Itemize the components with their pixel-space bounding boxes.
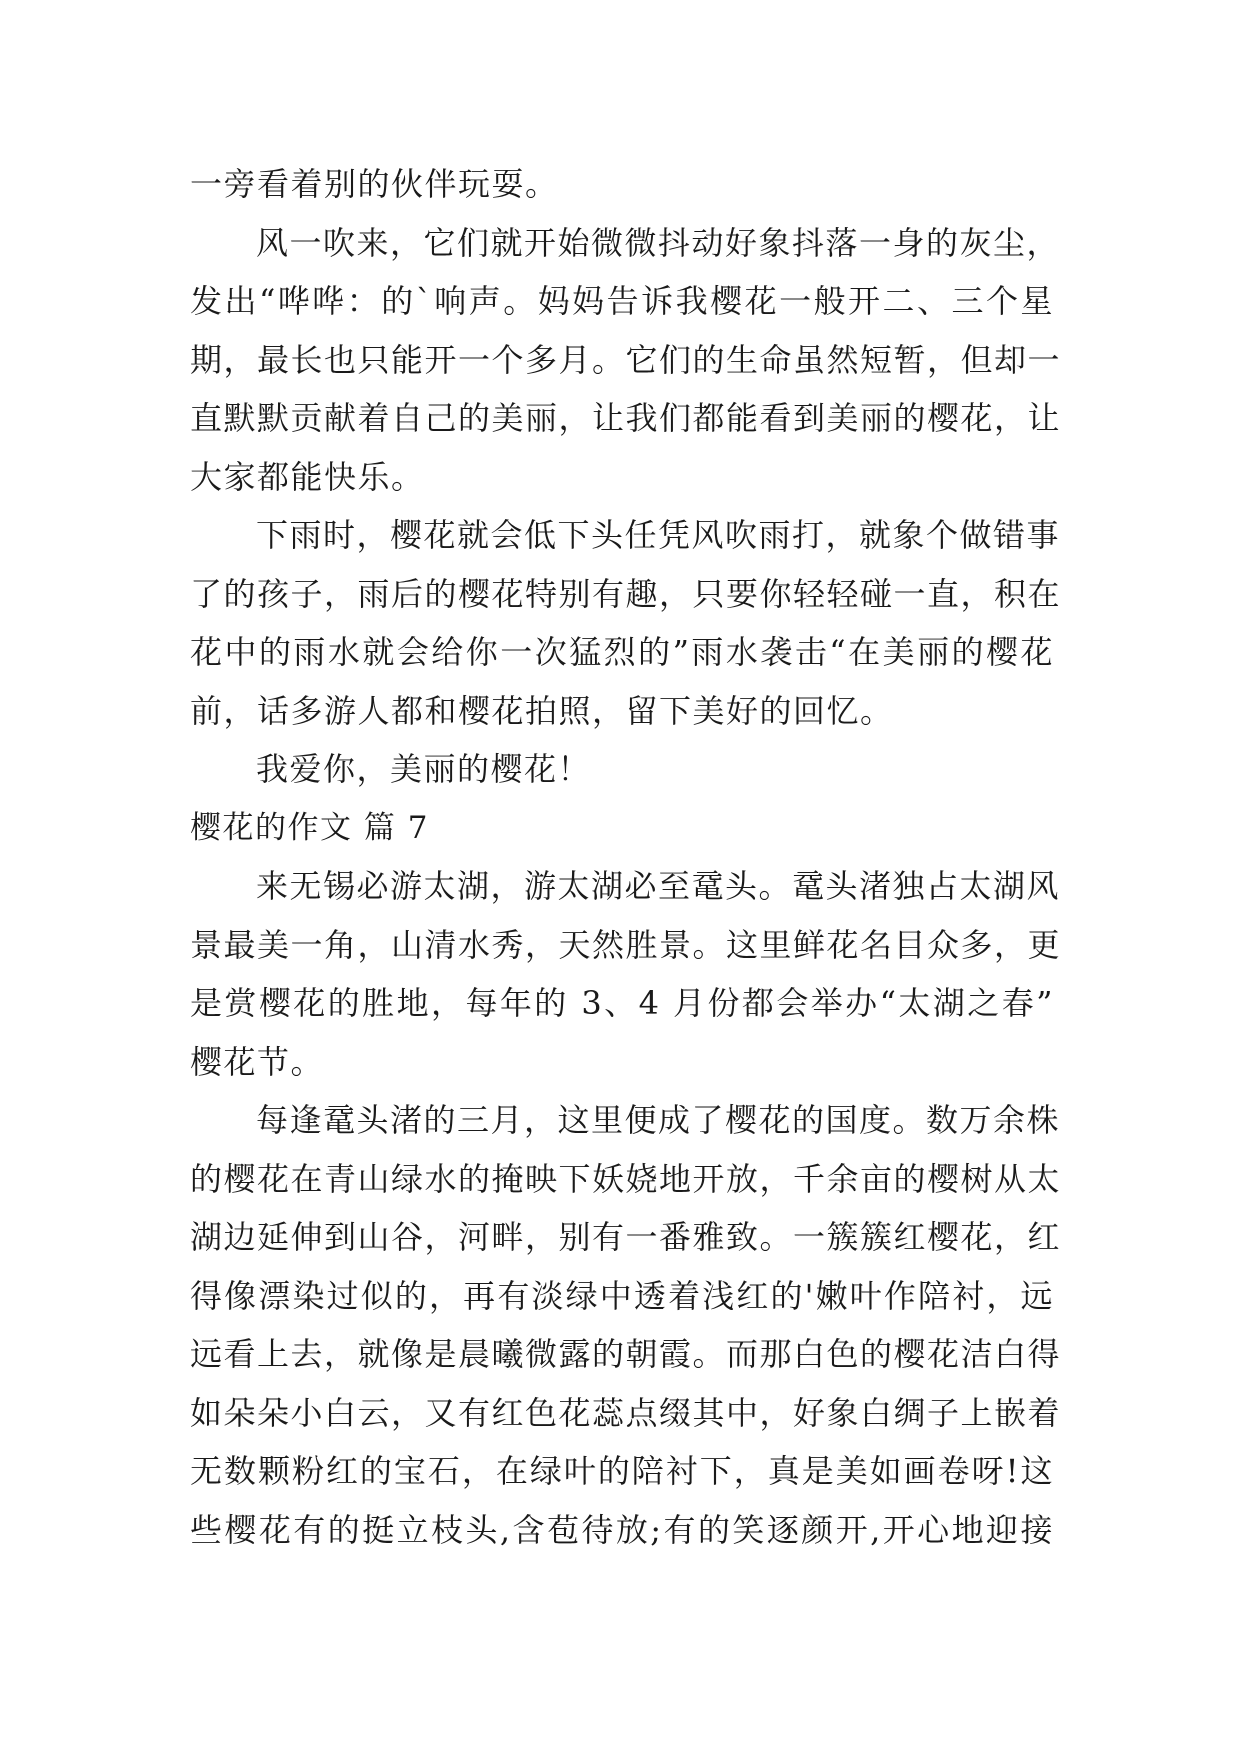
text-line: 风一吹来，它们就开始微微抖动好象抖落一身的灰尘， xyxy=(256,223,1061,262)
text-line: 的樱花在青山绿水的掩映下妖娆地开放，千余亩的樱树从太 xyxy=(190,1159,1062,1198)
text-line: 了的孩子，雨后的樱花特别有趣，只要你轻轻碰一直，积在 xyxy=(190,574,1062,613)
text-line: 前，话多游人都和樱花拍照，留下美好的回忆。 xyxy=(190,691,894,730)
text-line: 发出“哗哗：的`响声。妈妈告诉我樱花一般开二、三个星 xyxy=(190,282,1054,320)
text-line: 得像漂染过似的，再有淡绿中透着浅红的'嫩叶作陪衬，远 xyxy=(190,1276,1054,1315)
text-line: 是赏樱花的胜地，每年的 3、4 月份都会举办“太湖之春” xyxy=(190,984,1054,1022)
text-line: 远看上去，就像是晨曦微露的朝霞。而那白色的樱花洁白得 xyxy=(190,1335,1062,1373)
text-line: 景最美一角，山清水秀，天然胜景。这里鲜花名目众多，更 xyxy=(190,925,1062,964)
text-line: 我爱你，美丽的樱花！ xyxy=(256,750,592,788)
text-line: 一旁看着别的伙伴玩耍。 xyxy=(190,165,559,203)
text-line: 湖边延伸到山谷，河畔，别有一番雅致。一簇簇红樱花，红 xyxy=(190,1218,1062,1256)
text-line: 每逢鼋头渚的三月，这里便成了樱花的国度。数万余株 xyxy=(256,1101,1061,1139)
text-line: 些樱花有的挺立枝头,含苞待放;有的笑逐颜开,开心地迎接 xyxy=(190,1510,1054,1549)
text-line: 樱花节。 xyxy=(190,1042,325,1081)
text-line: 大家都能快乐。 xyxy=(190,457,425,496)
text-line: 无数颗粉红的宝石，在绿叶的陪衬下，真是美如画卷呀!这 xyxy=(190,1452,1054,1490)
text-line: 下雨时，樱花就会低下头任凭风吹雨打，就象个做错事 xyxy=(256,516,1061,554)
text-line: 如朵朵小白云，又有红色花蕊点缀其中，好象白绸子上嵌着 xyxy=(190,1393,1062,1432)
essay-body xyxy=(190,155,1062,1559)
text-line: 花中的雨水就会给你一次猛烈的”雨水袭击“在美丽的樱花 xyxy=(190,633,1054,671)
text-line: 直默默贡献着自己的美丽，让我们都能看到美丽的樱花，让 xyxy=(190,399,1062,437)
text-line: 期，最长也只能开一个多月。它们的生命虽然短暂，但却一 xyxy=(190,340,1062,379)
text-line: 来无锡必游太湖，游太湖必至鼋头。鼋头渚独占太湖风 xyxy=(256,867,1061,905)
section-heading: 樱花的作文 篇 7 xyxy=(190,809,429,846)
